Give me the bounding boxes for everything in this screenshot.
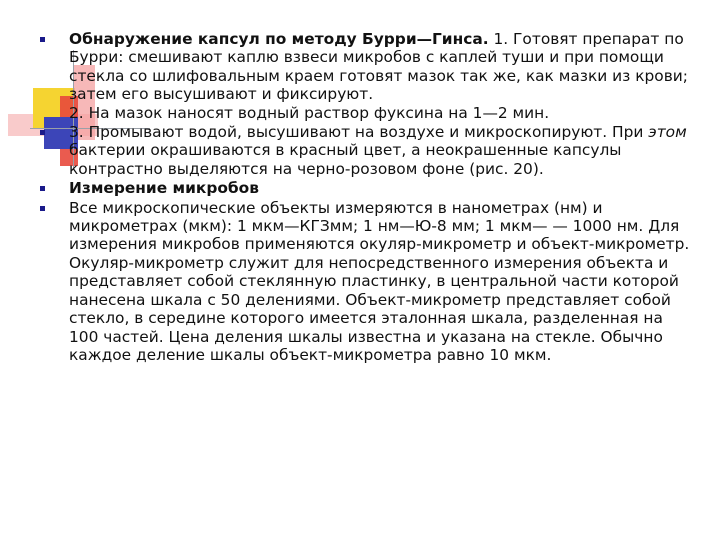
paragraph-measurement-title (40, 179, 695, 197)
step3-italic: этом (648, 123, 687, 142)
paragraph-capsule-method (40, 30, 695, 122)
bullet-icon (40, 130, 45, 135)
measurement-title: Измерение микробов (69, 179, 259, 198)
bullet-icon (40, 206, 45, 211)
capsule-method-text: 1. Готовят препарат по Бурри: смешивают каплю взвеси микробов с каплей туши и при помощи стекла со шлифовальным краем готовят мазок так же, как мазки из крови; затем его высушивают и фиксируют. (69, 30, 693, 104)
paragraph-step3 (40, 123, 695, 178)
step3-text-b: бактерии окрашиваются в красный цвет, а неокрашенные капсулы контрастно выделяются на черно-розовом фоне (рис. 20). (69, 123, 692, 178)
capsule-method-title: Обнаружение капсул по методу Бурри—Гинса. (69, 30, 489, 48)
bullet-icon (40, 186, 45, 191)
step3-text-a: 3. Промывают водой, высушивают на воздухе и микроскопируют. При (69, 123, 649, 142)
slide-body (40, 30, 695, 365)
paragraph-measurement-text (40, 199, 695, 365)
capsule-method-step2: 2. На мазок наносят водный раствор фуксина на 1—2 мин. (69, 103, 550, 122)
measurement-text: Все микроскопические объекты измеряются в нанометрах (нм) и микрометрах (мкм): 1 мкм—КГЗмм; 1 нм—Ю-8 мм; 1 мкм— — 1000 нм. Для измерения микробов применяются окуляр-микрометр и объект-микрометр. Окуляр-микрометр служит для непосредственного измерения объекта и представляет собой стеклянную пластинку, в центральной части которой нанесена шкала с 50 делениями. Объект-микрометр представляет собой стекло, в середине которого имеется эталонная шкала, разделенная на 100 частей. Цена деления шкалы известна и указана на стекле. Обычно каждое деление шкалы объект-микрометра равно 10 мкм. (69, 198, 695, 364)
bullet-icon (40, 37, 45, 42)
